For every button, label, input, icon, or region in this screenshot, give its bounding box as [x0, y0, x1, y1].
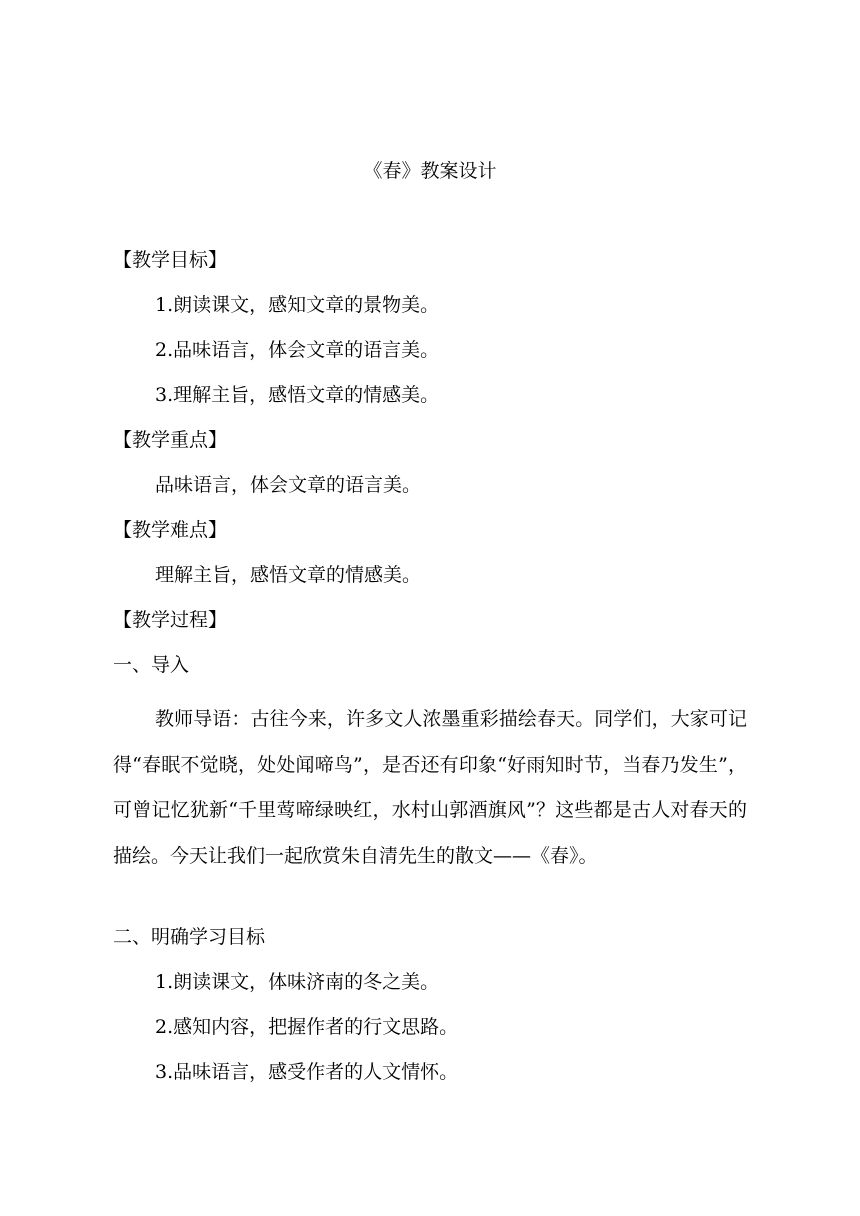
step2-heading: 二、明确学习目标 — [113, 926, 266, 948]
process-heading: 【教学过程】 — [113, 609, 228, 631]
objective-item: 3.理解主旨，感悟文章的情感美。 — [155, 384, 440, 406]
objective-item: 1.朗读课文，感知文章的景物美。 — [155, 294, 440, 316]
difficulty-text: 理解主旨，感悟文章的情感美。 — [155, 564, 422, 586]
step2-item: 3.品味语言，感受作者的人文情怀。 — [155, 1061, 459, 1083]
step1-paragraph: 教师导语：古往今来，许多文人浓墨重彩描绘春天。同学们，大家可记得“春眠不觉晓，处处闻啼鸟”，是否还有印象“好雨知时节，当春乃发生”，可曾记忆犹新“千里莺啼绿映红，水村山郭酒旗风”？这些都是古人对春天的描绘。今天让我们一起欣赏朱自清先生的散文——《春》。 — [113, 708, 747, 867]
difficulty-heading: 【教学难点】 — [113, 519, 228, 541]
objective-item: 2.品味语言，体会文章的语言美。 — [155, 339, 440, 361]
document-title: 《春》教案设计 — [363, 160, 497, 182]
step2-item: 1.朗读课文，体味济南的冬之美。 — [155, 971, 440, 993]
objectives-heading: 【教学目标】 — [113, 249, 228, 271]
step2-item: 2.感知内容，把握作者的行文思路。 — [155, 1016, 459, 1038]
key-point-text: 品味语言，体会文章的语言美。 — [155, 474, 422, 496]
key-point-heading: 【教学重点】 — [113, 429, 228, 451]
step1-heading: 一、导入 — [113, 654, 190, 676]
